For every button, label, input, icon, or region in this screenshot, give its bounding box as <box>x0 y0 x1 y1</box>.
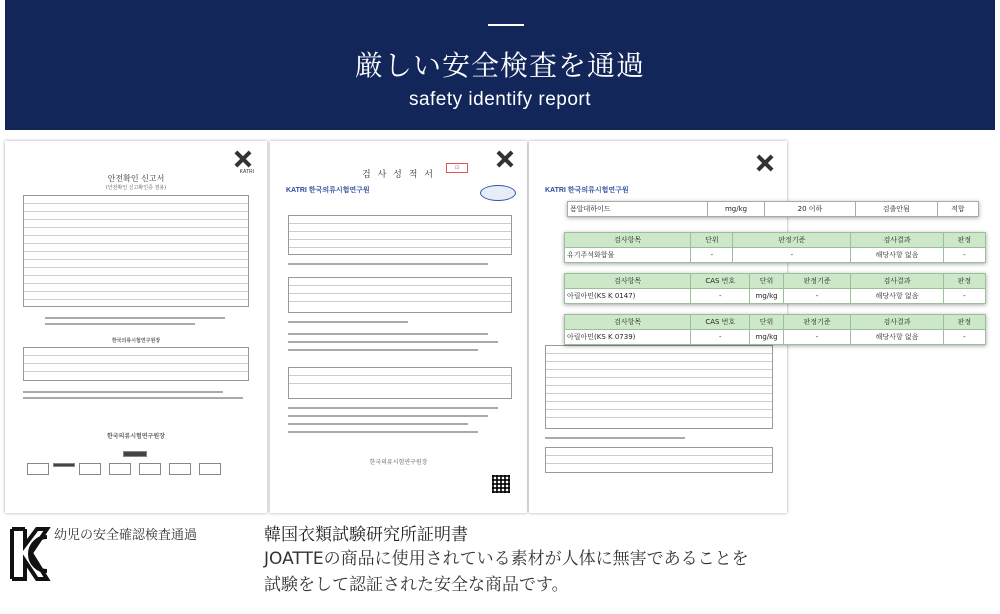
doc2-title: 검 사 성 적 서 <box>362 170 435 180</box>
doc2-signature-grid <box>288 367 512 399</box>
arylamine-0147-result-table: 검사항목 CAS 번호 단위 판정기준 검사결과 판정 아릴아민(KS K 0147) - mg/kg - 해당사항 없음 - <box>564 273 986 304</box>
certification-seal-icon <box>480 185 516 201</box>
doc1-institute: 한국의류시험연구원장 <box>111 338 161 344</box>
description-line-2: 試験をして認証された安全な商品です。 <box>264 575 569 595</box>
description-line-1: JOATTEの商品に使用されている素材が人体に無害であることを <box>264 549 749 569</box>
doc3-results-grid <box>545 345 773 429</box>
safety-confirmation-document <box>5 141 267 513</box>
organotin-result-table: 검사항목 단위 판정기준 검사결과 판정 유기주석화합물 - - 해당사항 없음 - <box>564 232 986 263</box>
katri-emblem-icon <box>495 149 515 169</box>
doc2-katri-logo: KATRI 한국의류시험연구원 <box>286 187 370 194</box>
doc3-katri-logo: KATRI 한국의류시험연구원 <box>545 187 629 194</box>
doc1-title: 안전확인 신고서 <box>107 174 165 183</box>
doc1-subtitle: (안전확인 신고확인증 겸용) <box>105 185 167 191</box>
certificate-title: 韓国衣類試験研究所証明書 <box>264 525 468 545</box>
formaldehyde-result-table: 폼알데하이드 mg/kg 20 이하 검출안됨 적합 <box>567 201 979 217</box>
header-banner <box>5 0 995 130</box>
doc3-summary-grid <box>545 447 773 473</box>
doc1-form-grid <box>23 195 249 307</box>
certificate-description <box>264 546 964 598</box>
banner-title-jp: 厳しい安全検査を通過 <box>354 49 645 82</box>
kc-certification-label: 幼児の安全確認検査通過 <box>54 528 198 543</box>
katri-label: KATRI <box>239 169 254 175</box>
doc2-sample-grid <box>288 277 512 313</box>
doc2-institute-footer: 한국의류시험연구원장 <box>369 459 428 466</box>
arylamine-0739-result-table: 검사항목 CAS 번호 단위 판정기준 검사결과 판정 아릴아민(KS K 0739) - mg/kg - 해당사항 없음 - <box>564 314 986 345</box>
banner-title-en: safety identify report <box>408 89 592 110</box>
inspection-report-document <box>270 141 527 513</box>
banner-rule <box>488 24 524 26</box>
qr-code-icon <box>492 475 510 493</box>
stamp-icon: ⊡ <box>446 163 468 173</box>
doc2-info-grid <box>288 215 512 255</box>
kc-mark-icon <box>9 523 51 585</box>
katri-emblem-icon <box>233 149 253 169</box>
doc1-institute-footer: 한국의류시험연구원장 <box>107 433 165 440</box>
doc1-process-grid <box>23 347 249 381</box>
katri-emblem-icon <box>755 153 775 173</box>
